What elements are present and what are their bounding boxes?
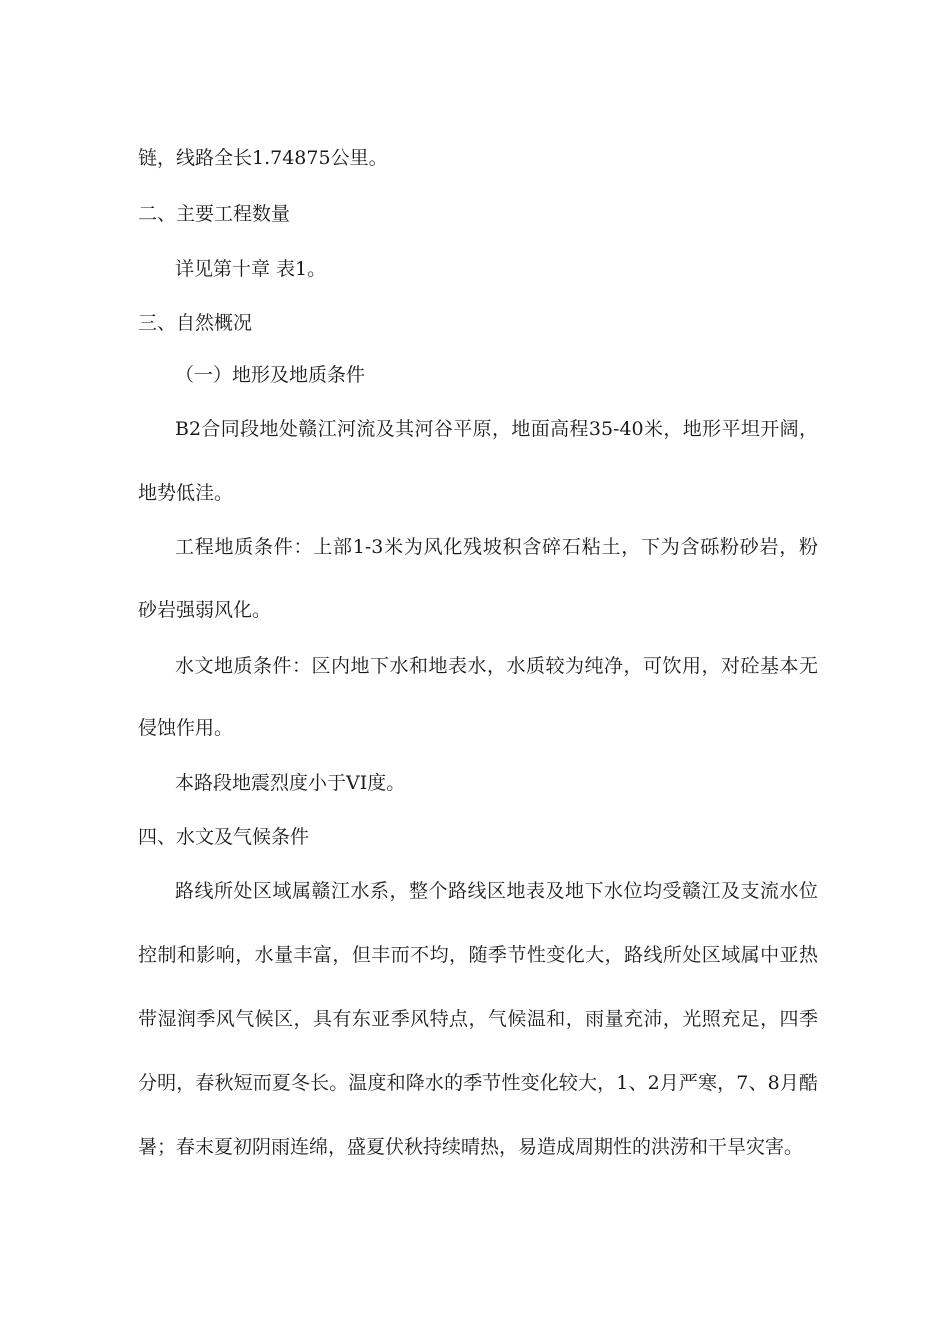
body-text-line: 带湿润季风气候区，具有东亚季风特点，气候温和，雨量充沛，光照充足，四季 xyxy=(138,1008,818,1030)
subsection-heading: （一）地形及地质条件 xyxy=(175,364,366,386)
section-heading: 三、自然概况 xyxy=(138,312,253,334)
body-text-line: 链，线路全长1.74875公里。 xyxy=(138,147,388,169)
body-text-line: B2合同段地处赣江河流及其河谷平原，地面高程35-40米，地形平坦开阔， xyxy=(175,418,818,440)
body-text-line: 分明，春秋短而夏冬长。温度和降水的季节性变化较大，1、2月严寒，7、8月酷 xyxy=(138,1072,818,1094)
body-text-line: 水文地质条件：区内地下水和地表水，水质较为纯净，可饮用，对砼基本无 xyxy=(175,655,818,677)
section-heading: 四、水文及气候条件 xyxy=(138,826,310,848)
body-text-line: 地势低洼。 xyxy=(138,482,234,504)
body-text-line: 本路段地震烈度小于VI度。 xyxy=(175,772,406,794)
section-heading: 二、主要工程数量 xyxy=(138,203,291,225)
body-text-line: 砂岩强弱风化。 xyxy=(138,599,272,621)
body-text-line: 暑；春末夏初阴雨连绵，盛夏伏秋持续晴热，易造成周期性的洪涝和干旱灾害。 xyxy=(138,1136,804,1158)
body-text-line: 详见第十章 表1。 xyxy=(175,258,327,280)
body-text-line: 工程地质条件：上部1-3米为风化残坡积含碎石粘土，下为含砾粉砂岩，粉 xyxy=(175,536,818,558)
body-text-line: 控制和影响，水量丰富，但丰而不均，随季节性变化大，路线所处区域属中亚热 xyxy=(138,944,818,966)
body-text-line: 路线所处区域属赣江水系，整个路线区地表及地下水位均受赣江及支流水位 xyxy=(175,880,818,902)
body-text-line: 侵蚀作用。 xyxy=(138,717,234,739)
